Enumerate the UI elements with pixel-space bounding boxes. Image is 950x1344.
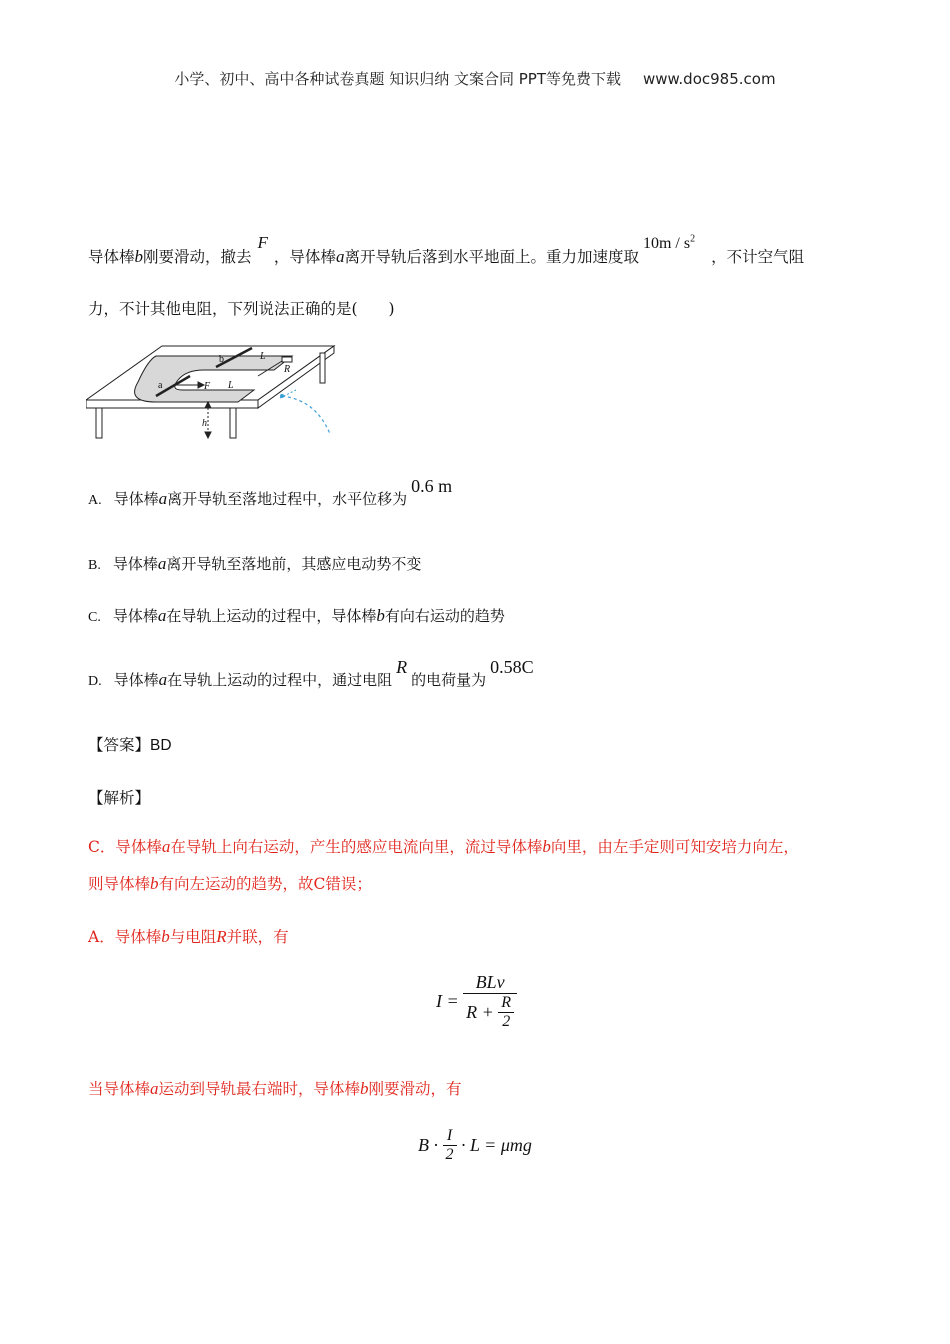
var-F: F: [257, 233, 268, 252]
equation-current: I = BLv R + $\frac{R}{2}$: [436, 972, 517, 1031]
label-L2: L: [228, 380, 234, 391]
q-text: ，导体棒: [273, 248, 336, 266]
var-b: b: [134, 247, 144, 266]
var-a: a: [335, 247, 345, 266]
label-L1: L: [260, 351, 266, 362]
q-text: ，不计空气阻: [711, 248, 805, 266]
rail-figure: [86, 340, 338, 440]
label-F: F: [204, 381, 211, 392]
question-line-1: [88, 233, 805, 267]
label-b: b: [219, 354, 224, 365]
answer-value: BD: [150, 737, 172, 754]
q-text: 刚要滑动，撤去: [143, 248, 252, 266]
equation-force: B · $\frac{I}{2}$ · L = μmg: [418, 1127, 532, 1163]
label-h: h: [202, 418, 207, 429]
analysis-label: 【解析】: [88, 789, 151, 807]
option-d[interactable]: D. 导体棒a在导轨上运动的过程中，通过电阻R的电荷量为0.58C: [88, 657, 534, 689]
label-a: a: [158, 380, 163, 391]
answer-line: [88, 733, 172, 755]
option-c[interactable]: C. 导体棒a在导轨上运动的过程中，导体棒b有向右运动的趋势: [88, 606, 505, 625]
analysis-line-3: 当导体棒a运动到导轨最右端时，导体棒b刚要滑动，有: [88, 1079, 462, 1098]
option-b[interactable]: B. 导体棒a离开导轨至落地前，其感应电动势不变: [88, 554, 422, 573]
header-text: 小学、初中、高中各种试卷真题 知识归纳 文案合同 PPT等免费下载: [174, 70, 621, 88]
analysis-a-line: A．导体棒b与电阻R并联，有: [88, 927, 289, 946]
page-header: [0, 68, 950, 89]
answer-label: 【答案】: [88, 736, 151, 754]
question-line-2: 力，不计其他电阻，下列说法正确的是( ): [88, 300, 395, 318]
q-text: 导体棒: [88, 248, 135, 266]
g-value: $10m / s^2$: [642, 233, 696, 252]
analysis-c-line-1: C．导体棒a在导轨上向右运动，产生的感应电流向里，流过导体棒b向里，由左手定则可知安培力向左，: [88, 837, 799, 856]
q-text: 离开导轨后落到水平地面上。重力加速度取: [344, 248, 639, 266]
option-a[interactable]: A. 导体棒a离开导轨至落地过程中，水平位移为0.6 m: [88, 476, 453, 508]
label-R: R: [284, 364, 291, 375]
analysis-c-line-2: 则导体棒b有向左运动的趋势，故C错误；: [88, 874, 372, 893]
header-url[interactable]: www.doc985.com: [642, 70, 776, 88]
